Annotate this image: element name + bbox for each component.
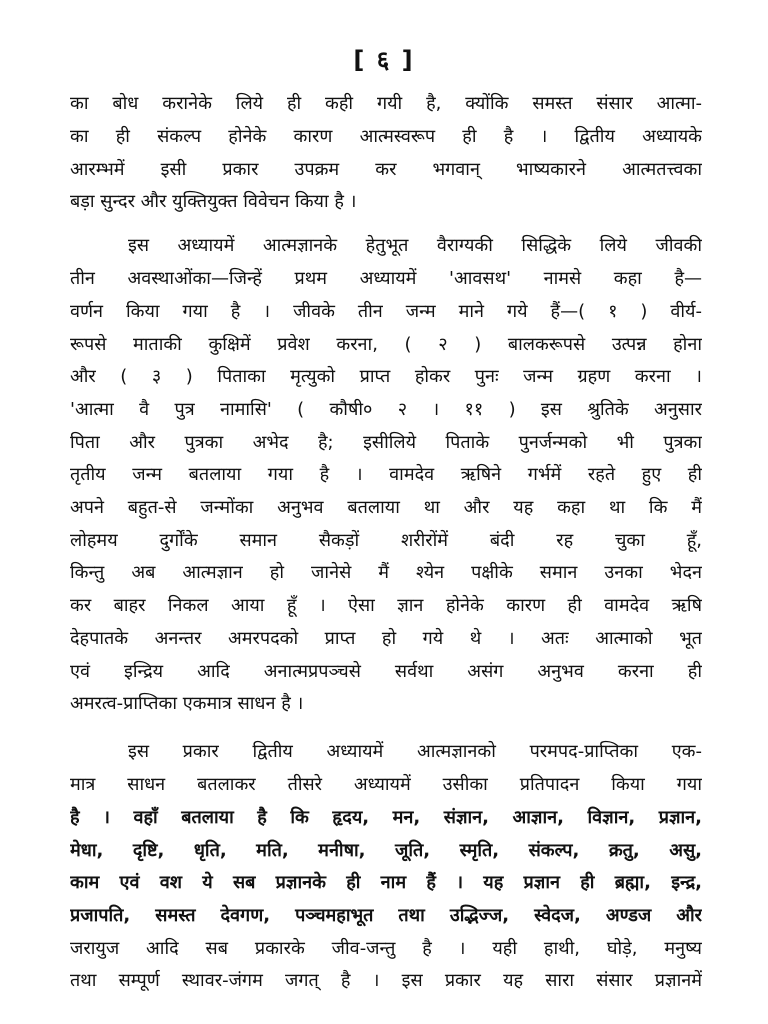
text-line: 'आत्मा वै पुत्र नामासि' ( कौषी० २ । ११ ) इस श्रुतिके अनुसार: [70, 399, 702, 420]
text-line: जरायुज आदि सब प्रकारके जीव-जन्तु है । यही हाथी, घोड़े, मनुष्य: [70, 938, 702, 959]
text-line: एवं इन्द्रिय आदि अनात्मप्रपञ्चसे सर्वथा असंग अनुभव करना ही: [70, 661, 702, 682]
text-line: रूपसे माताकी कुक्षिमें प्रवेश करना, ( २ ) बालकरूपसे उत्पन्न होना: [70, 334, 702, 355]
text-line: इस अध्यायमें आत्मज्ञानके हेतुभूत वैराग्यकी सिद्धिके लिये जीवकी: [128, 235, 702, 256]
text-line: काम एवं वश ये सब प्रज्ञानके ही नाम हैं । यह प्रज्ञान ही ब्रह्मा, इन्द्र,: [70, 872, 702, 893]
text-line: अमरत्व-प्राप्तिका एकमात्र साधन है ।: [70, 693, 304, 714]
text-line: किन्तु अब आत्मज्ञान हो जानेसे मैं श्येन पक्षीके समान उनका भेदन: [70, 562, 702, 583]
text-line: का बोध करानेके लिये ही कही गयी है, क्योंकि समस्त संसार आत्मा-: [70, 93, 702, 114]
text-line: पिता और पुत्रका अभेद है; इसीलिये पिताके पुनर्जन्मको भी पुत्रका: [70, 432, 702, 453]
text-line: मेधा, दृष्टि, धृति, मति, मनीषा, जूति, स्मृति, संकल्प, क्रतु, असु,: [70, 840, 702, 861]
text-line: और ( ३ ) पिताका मृत्युको प्राप्त होकर पुनः जन्म ग्रहण करना ।: [70, 366, 702, 387]
text-line: प्रजापति, समस्त देवगण, पञ्चमहाभूत तथा उद्भिज्ज, स्वेदज, अण्डज और: [70, 905, 702, 926]
text-line: वर्णन किया गया है । जीवके तीन जन्म माने गये हैं—( १ ) वीर्य-: [70, 301, 702, 322]
text-line: बड़ा सुन्दर और युक्तियुक्त विवेचन किया है ।: [70, 191, 357, 212]
page-number: [ ६ ]: [353, 46, 415, 74]
text-line: तथा सम्पूर्ण स्थावर-जंगम जगत् है । इस प्रकार यह सारा संसार प्रज्ञानमें: [70, 970, 702, 991]
text-line: लोहमय दुर्गोंके समान सैकड़ों शरीरोंमें बंदी रह चुका हूँ,: [70, 530, 702, 551]
text-line: तीन अवस्थाओंका—जिन्हें प्रथम अध्यायमें 'आवसथ' नामसे कहा है—: [70, 268, 702, 289]
text-line: अपने बहुत-से जन्मोंका अनुभव बतलाया था और यह कहा था कि मैं: [70, 497, 702, 518]
text-line: का ही संकल्प होनेके कारण आत्मस्वरूप ही है । द्वितीय अध्यायके: [70, 126, 702, 147]
text-line: इस प्रकार द्वितीय अध्यायमें आत्मज्ञानको परमपद-प्राप्तिका एक-: [128, 741, 702, 762]
text-line: मात्र साधन बतलाकर तीसरे अध्यायमें उसीका प्रतिपादन किया गया: [70, 774, 702, 795]
text-line: है । वहाँ बतलाया है कि हृदय, मन, संज्ञान, आज्ञान, विज्ञान, प्रज्ञान,: [70, 807, 702, 828]
text-line: देहपातके अनन्तर अमरपदको प्राप्त हो गये थे । अतः आत्माको भूत: [70, 628, 702, 649]
text-line: आरम्भमें इसी प्रकार उपक्रम कर भगवान् भाष्यकारने आत्मतत्त्वका: [70, 159, 702, 180]
text-line: कर बाहर निकल आया हूँ । ऐसा ज्ञान होनेके कारण ही वामदेव ऋषि: [70, 595, 702, 616]
text-line: तृतीय जन्म बतलाया गया है । वामदेव ऋषिने गर्भमें रहते हुए ही: [70, 464, 702, 485]
